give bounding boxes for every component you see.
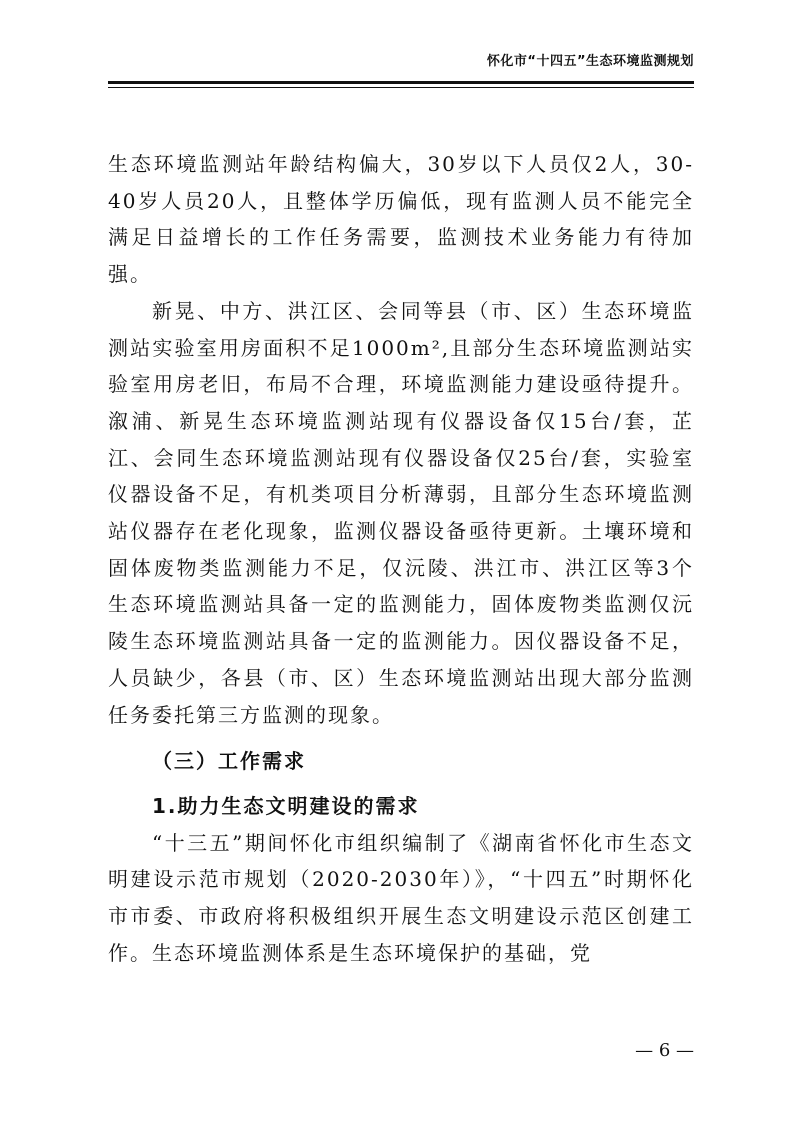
running-header: 怀化市“十四五”生态环境监测规划 bbox=[486, 54, 694, 69]
paragraph-staffing: 生态环境监测站年龄结构偏大，30岁以下人员仅2人，30-40岁人员20人，且整体学历偏低，现有监测人员不能完全满足日益增长的工作任务需要，监测技术业务能力有待加强。 bbox=[108, 152, 694, 287]
header-rule-thin bbox=[108, 87, 694, 88]
section-heading-work-needs: （三）工作需求 bbox=[152, 749, 306, 774]
header-rule-thick bbox=[108, 81, 694, 84]
page-number: — 6 — bbox=[635, 1040, 694, 1061]
page-body bbox=[108, 146, 694, 971]
subsection-heading-eco-civilization: 1.助力生态文明建设的需求 bbox=[152, 793, 420, 818]
paragraph-eco-civilization: “十三五”期间怀化市组织编制了《湖南省怀化市生态文明建设示范市规划（2020-2030年）》，“十四五”时期怀化市市委、市政府将积极组织开展生态文明建设示范区创建工作。生态环境监测体系是生态环境保护的基础，党 bbox=[108, 830, 694, 965]
paragraph-lab-capacity: 新晃、中方、洪江区、会同等县（市、区）生态环境监测站实验室用房面积不足1000m²,且部分生态环境监测站实验室用房老旧，布局不合理，环境监测能力建设亟待提升。溆浦、新晃生态环境监测站现有仪器设备仅15台/套，芷江、会同生态环境监测站现有仪器设备仅25台/套，实验室仪器设备不足，有机类项目分析薄弱，且部分生态环境监测站仪器存在老化现象，监测仪器设备亟待更新。土壤环境和固体废物类监测能力不足，仅沅陵、洪江市、洪江区等3个生态环境监测站具备一定的监测能力，固体废物类监测仅沅陵生态环境监测站具备一定的监测能力。因仪器设备不足，人员缺少，各县（市、区）生态环境监测站出现大部分监测任务委托第三方监测的现象。 bbox=[108, 298, 694, 727]
